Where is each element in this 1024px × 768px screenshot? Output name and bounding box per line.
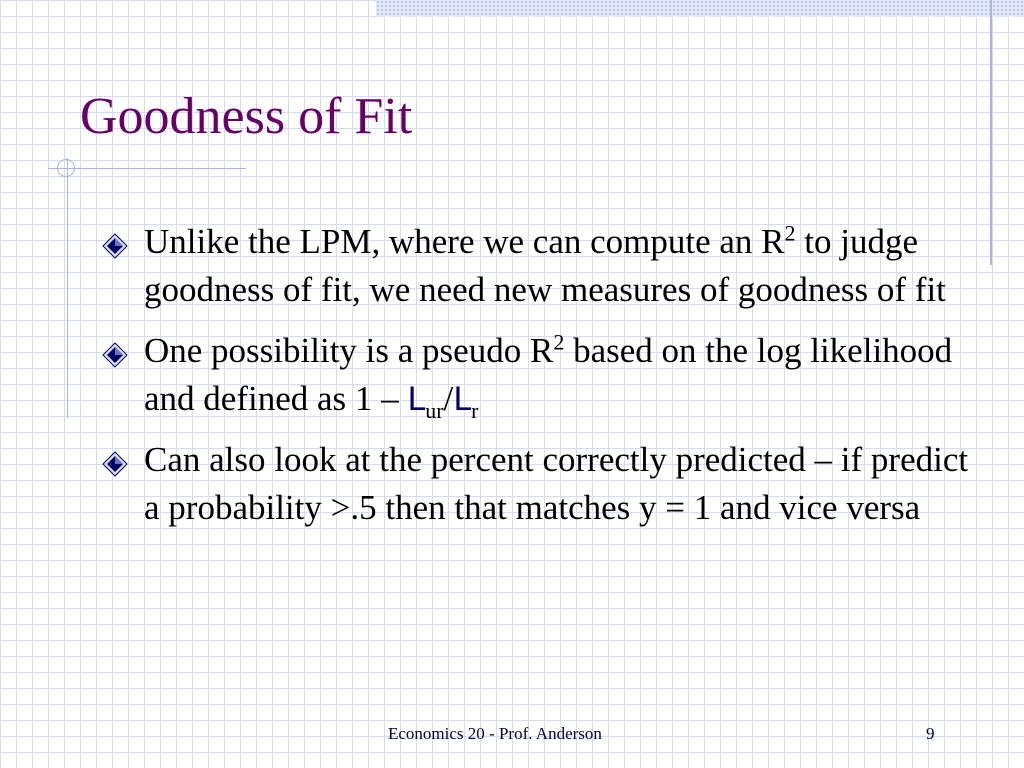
bullet-text: Unlike the LPM, where we can compute an R: [144, 222, 785, 261]
diamond-bullet-icon: [102, 451, 128, 477]
bullet-text: Can also look at the percent correctly predicted – if predict a probability >.5 then that matches y = 1 and vice versa: [144, 440, 969, 527]
bullet-text: to judge goodness of fit, we need new measures of goodness of fit: [144, 222, 946, 309]
subscript: r: [471, 398, 479, 423]
page-number: 9: [926, 724, 935, 743]
superscript: 2: [553, 329, 565, 355]
bullet-item-2: [100, 327, 980, 423]
bullet-item-3: [100, 436, 980, 532]
decorative-top-band: [376, 0, 1024, 17]
decorative-crosshair-circle: [57, 159, 75, 177]
subscript: ur: [425, 398, 444, 423]
bullet-item-1: [100, 218, 980, 314]
diamond-bullet-icon: [102, 342, 128, 368]
bullet-list: [100, 218, 980, 545]
footer-text: Economics 20 - Prof. Anderson: [388, 724, 602, 743]
bullet-text: based on the log likelihood and defined as 1 –: [144, 331, 953, 418]
decorative-left-line: [67, 158, 68, 418]
decorative-title-underline: [48, 168, 246, 169]
bullet-text: One possibility is a pseudo R: [144, 331, 554, 370]
superscript: 2: [784, 220, 796, 246]
diamond-bullet-icon: [102, 233, 128, 259]
slash: /: [443, 379, 454, 418]
slide-title: Goodness of Fit: [80, 88, 413, 145]
likelihood-symbol: L: [407, 380, 426, 418]
likelihood-symbol: L: [453, 380, 472, 418]
decorative-right-line: [990, 0, 992, 265]
